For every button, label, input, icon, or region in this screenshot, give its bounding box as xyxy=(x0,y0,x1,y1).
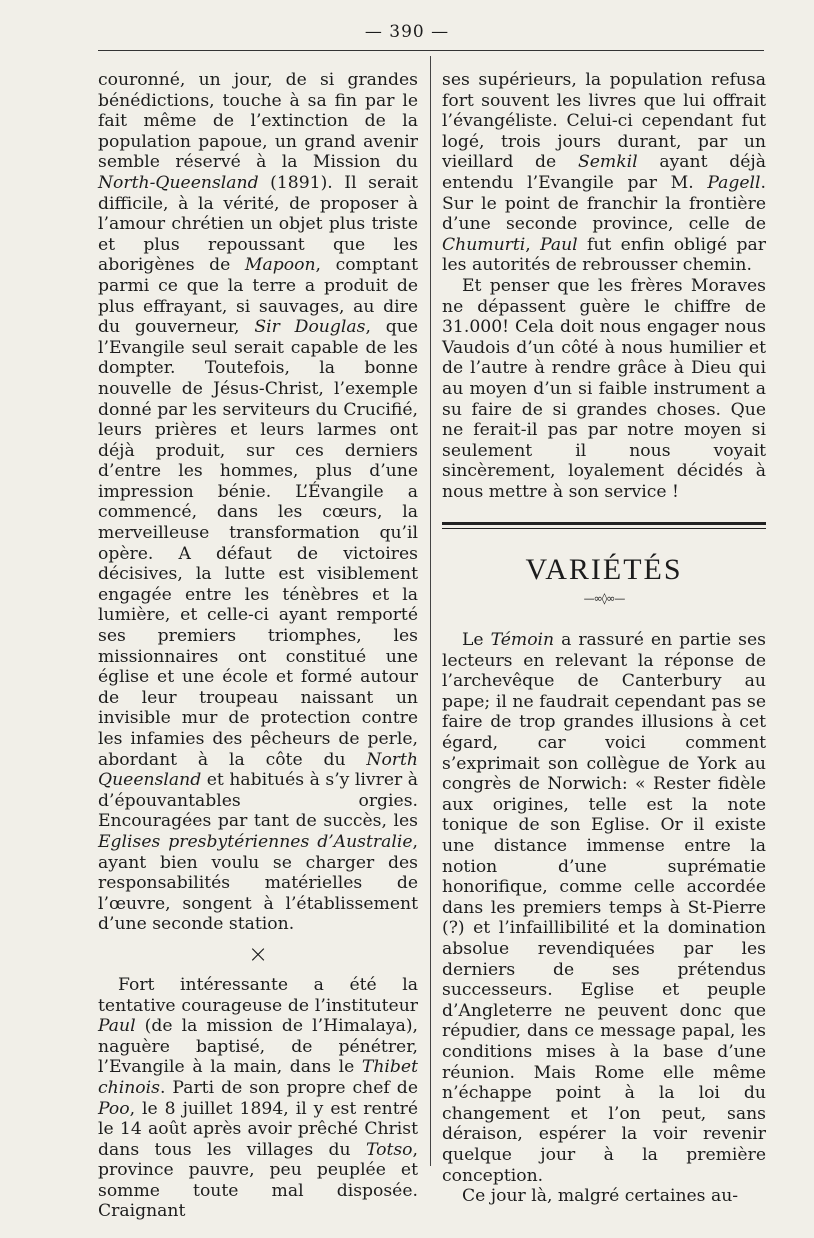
column-divider xyxy=(430,56,431,1166)
title-ornament: —∞◊∞— xyxy=(583,592,625,606)
paragraph-freres-moraves: Et penser que les frères Moraves ne dépassent guère le chiffre de 31.000! Cela doit nous engager nous Vaudois d’un côté à nous humilier et de l’autre à rendre grâce à Dieu qui au moyen d’un si faible instrument a su faire de si grandes choses. Que ne ferait-il pas par notre moyen si seulement il nous voyait sincèrement, loyalement décidés à nous mettre à son service ! xyxy=(442,275,766,502)
paragraph-ce-jour-la: Ce jour là, malgré certaines au- xyxy=(462,1186,739,1207)
header-rule xyxy=(98,50,764,51)
page-number: — 390 — xyxy=(364,22,450,42)
left-column xyxy=(98,70,418,1222)
paragraph-mission-north-queensland: couronné, un jour, de si grandes bénédictions, touche à sa fin par le fait même de l’extinction de la population papoue, un grand avenir semble réservé à la Mission du North-Queensland (1891). Il serait difficile, à la vérité, de proposer à l’amour chrétien un objet plus triste et plus repoussant que les aborigènes de Mapoon, comptant parmi ce que la terre a produit de plus effrayant, si sauvages, au dire du gouverneur, Sir Douglas, que l’Evangile seul serait capable de les dompter. Toutefois, la bonne nouvelle de Jésus-Christ, l’exemple donné par les serviteurs du Crucifié, leurs prières et leurs larmes ont déjà produit, sur ces derniers d’entre les hommes, plus d’une impression bénie. L’Évangile a commencé, dans les cœurs, la merveilleuse transformation qu’il opère. A défaut de victoires décisives, la lutte est visiblement engagée entre les ténèbres et la lumière, et celle-ci ayant remporté ses premiers triomphes, les missionnaires ont constitué une église et une école et formé autour de leur troupeau naissant un invisible mur de protection contre les infamies des pêcheurs de perle, abordant à la côte du North Queensland et habitués à s’y livrer à d’épouvantables orgies. Encouragées par tant de succès, les Eglises presbytériennes d’Australie, ayant bien voulu se charger des responsabilités matérielles de l’œuvre, songent à l’établissement d’une seconde station. xyxy=(98,70,418,935)
paragraph-instituteur-paul: Fort intéressante a été la tentative courageuse de l’instituteur Paul (de la mission de l’Himalaya), naguère baptisé, de pénétrer, l’Evangile à la main, dans le Thibet chinois. Parti de son propre chef de Poo, le 8 juillet 1894, il y est rentré le 14 août après avoir prêché Christ dans tous les villages du Totso, province pauvre, peu peuplée et somme toute mal disposée. Craignant xyxy=(98,974,418,1222)
paragraph-temoin: Le Témoin a rassuré en partie ses lecteurs en relevant la réponse de l’archevêque de Canterbury au pape; il ne faudrait cependant pas se faire de trop grandes illusions à cet égard, car voici comment s’exprimait son collègue de York au congrès de Norwich: « Rester fidèle aux origines, telle est la note tonique de son Eglise. Or il existe une distance immense entre la notion d’une suprématie honorifique, comme celle accordée dans les premiers temps à St-Pierre (?) et l’infaillibilité et la domination absolue revendiquées par les derniers de ses prétendus successeurs. Eglise et peuple d’Angleterre ne peuvent donc que répudier, dans ce message papal, les conditions mises à la base d’une réunion. Mais Rome elle même n’échappe point à la loi du changement et l’on peut, sans déraison, espérer la voir revenir quelque jour à la première conception. xyxy=(442,630,766,1186)
section-separator-cross: × xyxy=(247,939,269,968)
section-title-varietes: VARIÉTÉS xyxy=(525,553,683,587)
right-column xyxy=(442,70,766,1207)
section-double-rule xyxy=(442,522,766,529)
paragraph-continuation: ses supérieurs, la population refusa fort souvent les livres que lui offrait l’évangéliste. Celui-ci cependant fut logé, trois jours durant, par un vieillard de Semkil ayant déjà entendu l’Evangile par M. Pagell. Sur le point de franchir la frontière d’une seconde province, celle de Chumurti, Paul fut enfin obligé par les autorités de rebrousser chemin. xyxy=(442,70,767,276)
